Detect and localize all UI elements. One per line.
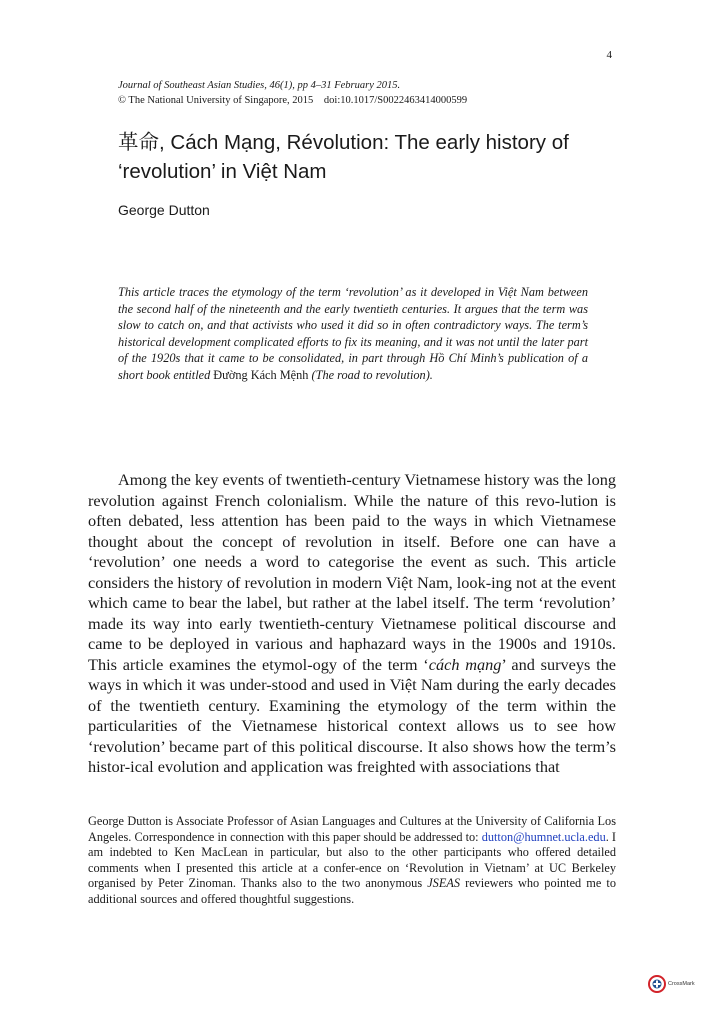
journal-citation: Journal of Southeast Asian Studies, 46(1), pp 4–31 February 2015. [118,80,401,91]
crossmark-label: CrossMark [668,981,695,987]
body-term: cách mạng [428,654,502,674]
abstract [118,284,588,383]
footnote-text-end: reviewers who pointed me to additional sources and offered thoughtful suggestions. [88,876,616,906]
journal-info [118,78,467,108]
article-title: 革命, Cách Mạng, Révolution: The early history of ‘revolution’ in Việt Nam [118,131,569,183]
footnote-text-middle: . I am indebted to Ken MacLean in particular, but also to the other participants who offered detailed comments when I presented this article at a confer-ence on ‘Revolution in Vietnam’ at UC Berkeley organised by Peter Zinoman. Thanks also to the two anonymous [88,829,617,890]
footnote-text: George Dutton is Associate Professor of Asian Languages and Cultures at the University of California Los Angeles. Correspondence in connection with this paper should be addressed to: [88,814,616,844]
body-text: Among the key events of twentieth-century Vietnamese history was the long revolution against French colonialism. While the nature of this revo-lution is often debated, less attention has been paid to the ways in which Vietnamese thought about the concept of revolution in itself. Before one can have a ‘revolution’ one needs a word to categorise the event as such. This article considers the history of revolution in modern Việt Nam, look-ing not at the event which came to bear the label, but rather at the label itself. The term ‘revolution’ made its way into early twentieth-century Vietnamese political discourse and came to be deployed in various and haphazard ways in the 1900s and 1910s. This article examines the etymol-ogy of the term ‘ [88,470,616,674]
crossmark-badge[interactable] [648,975,695,993]
body-text-end: ’ and surveys the ways in which it was under-stood and used in Việt Nam during the early decades of the twentieth century. Examining the etymology of the term within the particularities of the Vietnamese historical context allows us to see how ‘revolution’ became part of this political discourse. It also shows how the term’s histor-ical evolution and application was freighted with associations that [88,654,616,776]
body-paragraph [88,470,616,778]
copyright-notice: © The National University of Singapore, 2015 [118,95,314,106]
abstract-text-end: (The road to revolution). [308,367,433,382]
abstract-text: This article traces the etymology of the term ‘revolution’ as it developed in Việt Nam between the second half of the nineteenth and the early twentieth centuries. It argues that the term was slow to catch on, and that activists who used it did so in often contradictory ways. The term’s historical development complicated efforts to fix its meaning, and it was not until the later part of the 1920s that it came to be consolidated, in part through Hồ Chí Minh’s publication of a short book entitled [118,285,588,382]
footnote-journal-abbr: JSEAS [427,876,460,890]
abstract-book-title: Đường Kách Mệnh [213,367,309,382]
journal-copyright-line [118,93,467,108]
email-link[interactable]: dutton@humnet.ucla.edu [481,829,606,844]
doi[interactable]: doi:10.1017/S0022463414000599 [323,95,468,106]
page-number: 4 [606,49,612,61]
crossmark-icon [648,975,666,993]
author-name: George Dutton [118,202,210,218]
author-footnote [88,814,616,907]
